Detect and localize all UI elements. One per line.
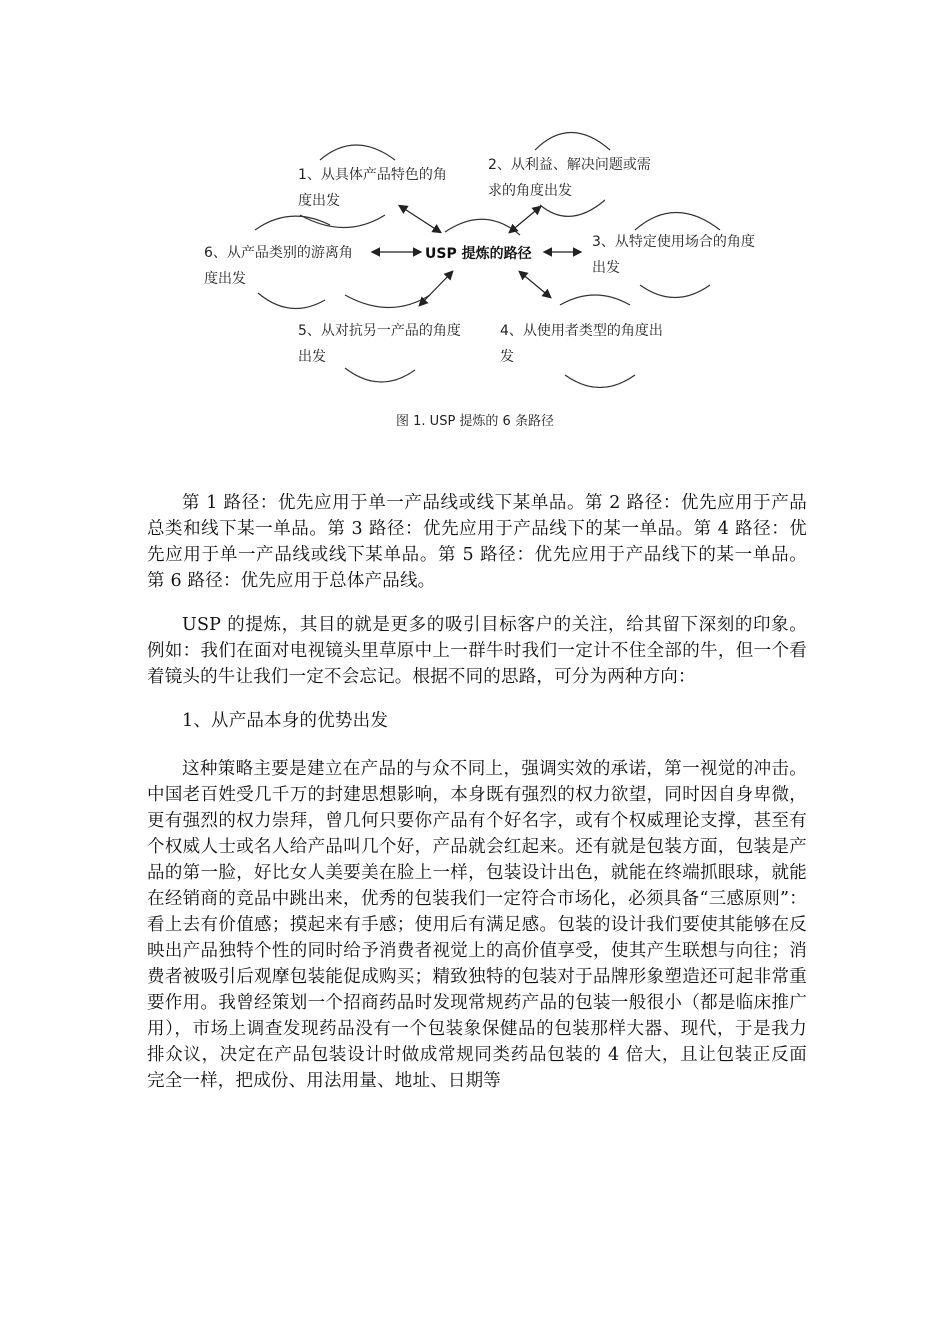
arrow-to-n2	[510, 207, 540, 232]
arc-n4-bottom	[565, 375, 635, 388]
arc-n1-bottom	[300, 215, 385, 228]
arc-n4-top	[560, 295, 630, 305]
arrow-to-n4	[520, 272, 550, 297]
arc-n3-bottom	[640, 285, 710, 298]
paragraph-strategy: 这种策略主要是建立在产品的与众不同上，强调实效的承诺，第一视觉的冲击。中国老百姓受几千万的封建思想影响，本身既有强烈的权力欲望，同时因自身卑微，更有强烈的权力崇拜，曾几何只要你产品有个好名字，或有个权威理论支撑，甚至有个权威人士或名人给产品叫几个好，产品就会红起来。还有就是包装方面，包装是产品的第一脸，好比女人美要美在脸上一样，包装设计出色，就能在终端抓眼球，就能在经销商的竞品中跳出来，优秀的包装我们一定符合市场化，必须具备“三感原则”：看上去有价值感；摸起来有手感；使用后有满足感。包装的设计我们要使其能够在反映出产品独特个性的同时给予消费者视觉上的高价值享受，使其产生联想与向往；消费者被吸引后观摩包装能促成购买；精致独特的包装对于品牌形象塑造还可起非常重要作用。我曾经策划一个招商药品时发现常规药产品的包装一般很小（都是临床推广用），市场上调查发现药品没有一个包装象保健品的包装那样大器、现代，于是我力排众议，决定在产品包装设计时做成常规同类药品包装的 4 倍大，且让包装正反面完全一样，把成份、用法用量、地址、日期等	[147, 759, 807, 1091]
path-node-1: 1、从具体产品特色的角度出发	[298, 167, 447, 209]
arc-n1-top	[320, 145, 395, 160]
path-node-4: 4、从使用者类型的角度出发	[500, 323, 663, 365]
arc-center-top	[445, 219, 520, 235]
paragraph-paths: 第 1 路径：优先应用于单一产品线或线下某单品。第 2 路径：优先应用于产品总类和线下某一单品。第 3 路径：优先应用于产品线下的某一单品。第 4 路径：优先应用于单一产品线或线下某单品。第 5 路径：优先应用于产品线下的某一单品。第 6 路径：优先应用于总体产品线。	[147, 493, 807, 591]
usp-diagram	[0, 0, 950, 460]
path-node-2: 2、从利益、解决问题或需求的角度出发	[488, 157, 651, 199]
body-text	[147, 490, 807, 1112]
paragraph-usp-purpose: USP 的提炼，其目的就是更多的吸引目标客户的关注，给其留下深刻的印象。例如：我们在面对电视镜头里草原中上一群牛时我们一定计不住全部的牛，但一个看着镜头的牛让我们一定不会忘记。根据不同的思路，可分为两种方向：	[147, 615, 807, 687]
diagram-connectors	[0, 0, 950, 460]
arc-n6-bottom	[258, 293, 325, 309]
arrow-to-n5	[420, 272, 452, 305]
path-node-5: 5、从对抗另一产品的角度出发	[298, 323, 461, 365]
arc-n3-top	[635, 213, 720, 231]
section-heading: 1、从产品本身的优势出发	[182, 711, 389, 731]
path-node-6: 6、从产品类别的游离角度出发	[204, 245, 353, 287]
arc-n5-bottom	[345, 368, 415, 382]
arc-n2-top	[535, 133, 610, 151]
diagram-center-label: USP 提炼的路径	[425, 246, 532, 262]
arc-center-bottom	[345, 295, 430, 308]
figure-caption: 图 1. USP 提炼的 6 条路径	[396, 414, 554, 429]
path-node-3: 3、从特定使用场合的角度出发	[592, 234, 755, 276]
